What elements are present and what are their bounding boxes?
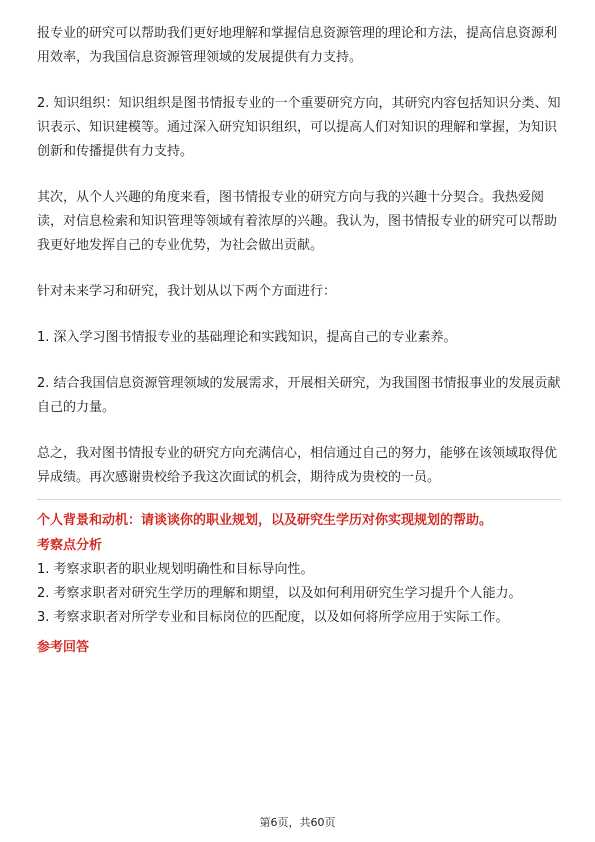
list-item: 1. 考察求职者的职业规划明确性和目标导向性。 bbox=[37, 562, 314, 577]
paragraph-intro-continued: 报专业的研究可以帮助我们更好地理解和掌握信息资源管理的理论和方法，提高信息资源利用效率，为我国信息资源管理领域的发展提供有力支持。 bbox=[37, 26, 558, 65]
document-page bbox=[37, 22, 561, 660]
paragraph-knowledge-organization: 2. 知识组织：知识组织是图书情报专业的一个重要研究方向，其研究内容包括知识分类、知识表示、知识建模等。通过深入研究知识组织，可以提高人们对知识的理解和掌握，为知识创新和传播提供有力支持。 bbox=[37, 96, 561, 159]
analysis-list bbox=[37, 558, 561, 630]
list-item: 2. 考察求职者对研究生学历的理解和期望，以及如何利用研究生学习提升个人能力。 bbox=[37, 586, 522, 601]
paragraph-plan-item-1: 1. 深入学习图书情报专业的基础理论和实践知识，提高自己的专业素养。 bbox=[37, 330, 457, 345]
page-number: 第6页，共60页 bbox=[259, 816, 336, 829]
paragraph-personal-interest: 其次，从个人兴趣的角度来看，图书情报专业的研究方向与我的兴趣十分契合。我热爱阅读，对信息检索和知识管理等领域有着浓厚的兴趣。我认为，图书情报专业的研究可以帮助我更好地发挥自己的专业优势，为社会做出贡献。 bbox=[37, 190, 558, 253]
list-item: 3. 考察求职者对所学专业和目标岗位的匹配度，以及如何将所学应用于实际工作。 bbox=[37, 610, 509, 625]
section-divider bbox=[37, 499, 561, 500]
analysis-heading: 考察点分析 bbox=[37, 538, 103, 553]
paragraph-conclusion: 总之，我对图书情报专业的研究方向充满信心，相信通过自己的努力，能够在该领域取得优异成绩。再次感谢贵校给予我这次面试的机会，期待成为贵校的一员。 bbox=[37, 446, 558, 485]
paragraph-future-plan-intro: 针对未来学习和研究，我计划从以下两个方面进行： bbox=[37, 284, 337, 299]
question-title: 个人背景和动机：请谈谈你的职业规划，以及研究生学历对你实现规划的帮助。 bbox=[37, 513, 493, 528]
answer-heading: 参考回答 bbox=[37, 640, 90, 655]
paragraph-plan-item-2: 2. 结合我国信息资源管理领域的发展需求，开展相关研究，为我国图书情报事业的发展贡献自己的力量。 bbox=[37, 376, 561, 415]
